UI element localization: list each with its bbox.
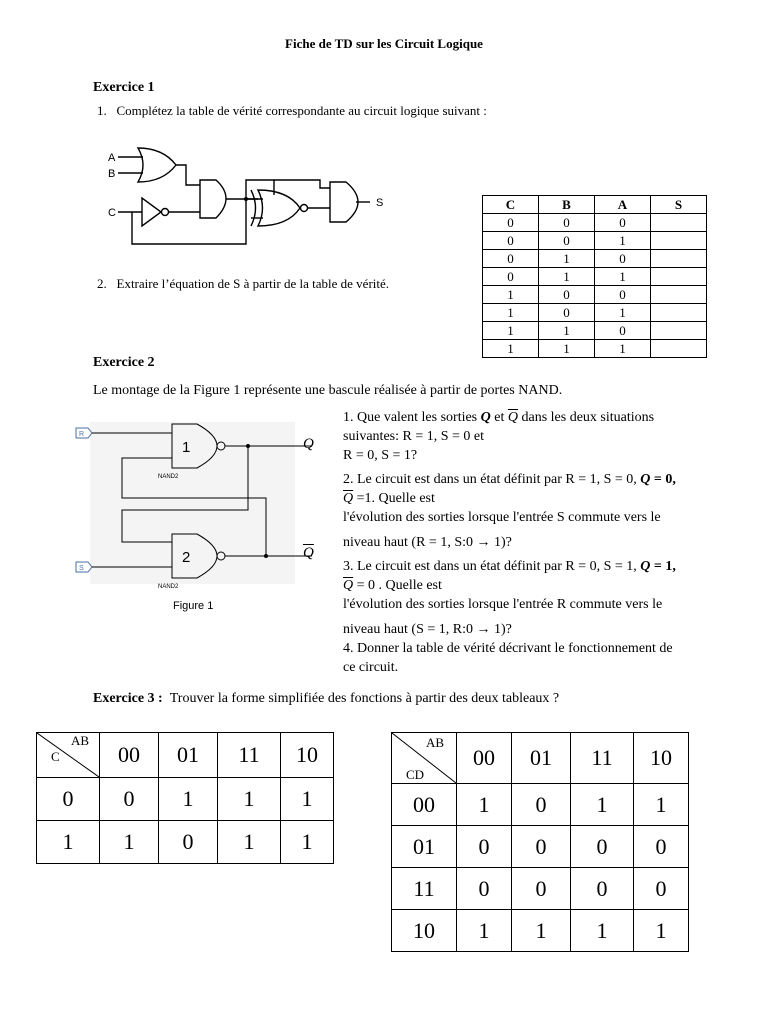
cell: 0: [483, 232, 539, 250]
ex2-q2-line1: [343, 470, 723, 489]
table-row: [483, 340, 707, 358]
text: = 1,: [650, 559, 676, 574]
cell: 1: [539, 250, 595, 268]
cell: 0: [634, 826, 689, 868]
ex2-q2-line3: l'évolution des sorties lorsque l'entrée S commute vers le: [343, 510, 661, 525]
col-header: 01: [512, 733, 571, 784]
cell: 0: [571, 826, 634, 868]
ex2-q3-line2: [343, 576, 723, 595]
exercise-1-heading: Exercice 1: [93, 80, 155, 95]
text: = 0 . Quelle est: [353, 578, 442, 593]
cell: 1: [483, 322, 539, 340]
cell: 0: [539, 304, 595, 322]
cell: 1: [218, 821, 281, 864]
cell: 1: [634, 784, 689, 826]
cell: 1: [595, 340, 651, 358]
kmap-2-header-row: [392, 733, 689, 784]
ex2-q2-line2: [343, 489, 723, 508]
gate-1-number: 1: [182, 439, 191, 456]
output-cell[interactable]: [651, 250, 707, 268]
ex2-q2-line4: niveau haut (R = 1, S:0 → 1)?: [343, 535, 512, 550]
ex2-q1-line1: [343, 408, 723, 427]
cell: 0: [512, 784, 571, 826]
table-row: [37, 821, 334, 864]
page-title: Fiche de TD sur les Circuit Logique: [285, 36, 483, 51]
text: et: [490, 410, 508, 425]
cell: 0: [539, 286, 595, 304]
cell: 1: [457, 784, 512, 826]
q-symbol: Q: [480, 410, 491, 425]
ex2-q3-line1: [343, 557, 723, 576]
nand-latch-figure: [72, 420, 332, 595]
output-cell[interactable]: [651, 340, 707, 358]
row-header: 0: [37, 778, 100, 821]
input-c-label: C: [108, 207, 116, 219]
row-header: 1: [37, 821, 100, 864]
figure-caption: Figure 1: [173, 600, 214, 612]
table-row: [483, 286, 707, 304]
kmap-2-col-var: AB: [426, 735, 445, 750]
q-symbol: Q: [640, 472, 651, 487]
cell: 0: [159, 821, 218, 864]
cell: 1: [512, 910, 571, 952]
cell: 1: [281, 778, 334, 821]
ex1-q2-number: 2.: [97, 276, 107, 291]
output-cell[interactable]: [651, 232, 707, 250]
ex2-questions: [343, 408, 723, 677]
row-header: 00: [392, 784, 457, 826]
kmap-1-row-var: C: [51, 749, 60, 764]
ex1-q1-number: 1.: [97, 103, 107, 118]
col-header: 10: [281, 733, 334, 778]
q-symbol: Q: [640, 559, 651, 574]
cell: 0: [634, 868, 689, 910]
row-header: 01: [392, 826, 457, 868]
gate-2-label: NAND2: [158, 584, 179, 590]
ex1-question-1: [97, 103, 487, 119]
ex3-header: [93, 689, 559, 708]
cell: 0: [595, 322, 651, 340]
header-c: C: [483, 196, 539, 214]
cell: 1: [100, 821, 159, 864]
col-header: 10: [634, 733, 689, 784]
col-header: 01: [159, 733, 218, 778]
truth-table-header-row: [483, 196, 707, 214]
qbar-symbol: $\overline{Q}$: [507, 410, 518, 425]
cell: 1: [281, 821, 334, 864]
exercise-3-heading: Exercice 3 :: [93, 691, 163, 706]
truth-table: [482, 195, 707, 358]
cell: 1: [483, 304, 539, 322]
text: 1. Que valent les sorties: [343, 410, 481, 425]
cell: 0: [483, 214, 539, 232]
text: =1. Quelle est: [353, 491, 435, 506]
text: = 0,: [650, 472, 676, 487]
cell: 1: [595, 232, 651, 250]
table-row: [392, 784, 689, 826]
input-s-label: S: [79, 565, 84, 572]
ex2-q3-line3: l'évolution des sorties lorsque l'entrée R commute vers le: [343, 597, 663, 612]
output-s-label: S: [376, 197, 384, 209]
qbar-symbol: $\overline{Q}$: [343, 491, 354, 506]
gate-2-number: 2: [182, 549, 191, 566]
cell: 1: [595, 268, 651, 286]
output-qbar-label: $\overline{Q}$: [303, 545, 314, 561]
output-cell[interactable]: [651, 322, 707, 340]
table-row: [392, 910, 689, 952]
col-header: 11: [571, 733, 634, 784]
output-cell[interactable]: [651, 214, 707, 232]
cell: 0: [483, 268, 539, 286]
kmap-1-col-var: AB: [71, 733, 90, 748]
cell: 0: [512, 826, 571, 868]
kmap-2-row-var: CD: [406, 767, 425, 782]
cell: 0: [100, 778, 159, 821]
cell: 1: [634, 910, 689, 952]
input-a-label: A: [108, 152, 116, 164]
header-a: A: [595, 196, 651, 214]
cell: 0: [457, 868, 512, 910]
ex2-q4-line1: 4. Donner la table de vérité décrivant le fonctionnement de: [343, 641, 673, 656]
cell: 0: [483, 250, 539, 268]
cell: 0: [457, 826, 512, 868]
output-cell[interactable]: [651, 286, 707, 304]
ex1-question-2: [97, 276, 389, 292]
cell: 1: [539, 322, 595, 340]
text: 3. Le circuit est dans un état définit par R = 0, S = 1,: [343, 559, 641, 574]
ex2-q1-line3: R = 0, S = 1?: [343, 448, 418, 463]
input-b-label: B: [108, 168, 116, 180]
row-header: 11: [392, 868, 457, 910]
output-cell[interactable]: [651, 304, 707, 322]
row-header: 10: [392, 910, 457, 952]
kmap-2: [391, 732, 689, 952]
logic-circuit-diagram: [108, 140, 398, 250]
kmap-1: [36, 732, 334, 864]
cell: 1: [483, 340, 539, 358]
table-row: [483, 214, 707, 232]
cell: 1: [159, 778, 218, 821]
cell: 0: [571, 868, 634, 910]
kmap-1-corner: [37, 733, 100, 778]
ex2-q3-line4: niveau haut (S = 1, R:0 → 1)?: [343, 622, 512, 637]
table-row: [392, 868, 689, 910]
cell: 0: [539, 232, 595, 250]
output-q-label: Q: [303, 436, 314, 452]
cell: 1: [218, 778, 281, 821]
ex1-q2-text: Extraire l’équation de S à partir de la table de vérité.: [116, 276, 390, 291]
cell: 0: [595, 286, 651, 304]
ex1-q1-text: Complétez la table de vérité correspondante au circuit logique suivant :: [116, 103, 487, 118]
qbar-symbol: $\overline{Q}$: [343, 578, 354, 593]
ex2-q1-line2: suivantes: R = 1, S = 0 et: [343, 429, 485, 444]
cell: 1: [483, 286, 539, 304]
table-row: [37, 778, 334, 821]
ex3-text: Trouver la forme simplifiée des fonctions à partir des deux tableaux ?: [169, 691, 560, 706]
table-row: [392, 826, 689, 868]
table-row: [483, 304, 707, 322]
header-s: S: [651, 196, 707, 214]
cell: 1: [571, 784, 634, 826]
kmap-1-header-row: [37, 733, 334, 778]
kmap-2-corner: [392, 733, 457, 784]
cell: 1: [539, 268, 595, 286]
text: 2. Le circuit est dans un état définit par R = 1, S = 0,: [343, 472, 641, 487]
table-row: [483, 268, 707, 286]
diagonal-line: [37, 733, 99, 777]
ex2-q4-line2: ce circuit.: [343, 660, 399, 675]
table-row: [483, 322, 707, 340]
table-row: [483, 250, 707, 268]
cell: 0: [539, 214, 595, 232]
cell: 0: [595, 214, 651, 232]
cell: 1: [571, 910, 634, 952]
header-b: B: [539, 196, 595, 214]
cell: 1: [595, 304, 651, 322]
col-header: 00: [100, 733, 159, 778]
cell: 1: [539, 340, 595, 358]
ex2-intro: Le montage de la Figure 1 représente une bascule réalisée à partir de portes NAND.: [93, 383, 563, 398]
exercise-2-heading: Exercice 2: [93, 355, 155, 370]
input-r-label: R: [79, 431, 85, 438]
gate-1-label: NAND2: [158, 474, 179, 480]
cell: 0: [512, 868, 571, 910]
cell: 0: [595, 250, 651, 268]
cell: 1: [457, 910, 512, 952]
table-row: [483, 232, 707, 250]
col-header: 11: [218, 733, 281, 778]
output-cell[interactable]: [651, 268, 707, 286]
col-header: 00: [457, 733, 512, 784]
text: dans les deux situations: [518, 410, 655, 425]
